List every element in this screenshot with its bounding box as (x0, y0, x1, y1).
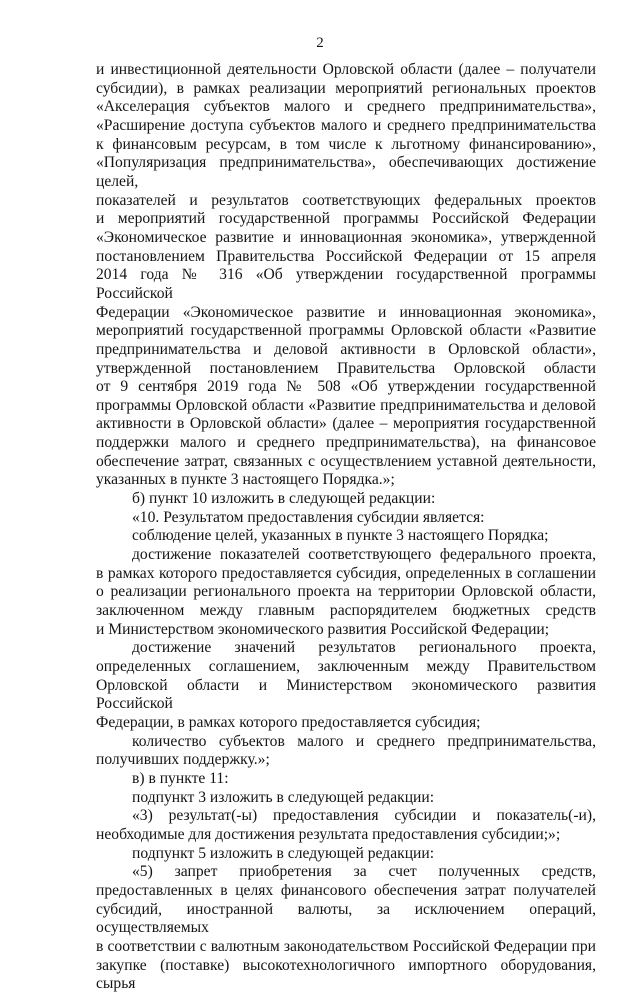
text-line: получивших поддержку.»; (96, 751, 270, 769)
paragraph (96, 789, 596, 808)
text-line: в рамках которого предоставляется субсидия, определенных в соглашении (96, 564, 596, 582)
text-line: б) пункт 10 изложить в следующей редакции: (132, 490, 436, 508)
text-line: в соответствии с валютным законодательством Российской Федерации при (96, 937, 596, 955)
paragraph (96, 863, 596, 994)
text-line: подпункт 3 изложить в следующей редакции: (132, 788, 435, 806)
text-line: достижение значений результатов регионального проекта, (132, 639, 596, 657)
text-line: «Экономическое развитие и инновационная экономика», утвержденной (96, 228, 596, 246)
paragraph (96, 546, 596, 639)
text-line: заключенном между главным распорядителем бюджетных средств (96, 602, 596, 620)
text-line: предпринимательства и деловой активности в Орловской области», (96, 340, 596, 358)
text-line: «3) результат(-ы) предоставления субсидии и показатель(-и), (132, 807, 596, 825)
text-line: необходимые для достижения результата предоставления субсидии;»; (96, 825, 561, 843)
text-line: указанных в пункте 3 настоящего Порядка.»; (96, 471, 395, 489)
text-line: от 9 сентября 2019 года № 508 «Об утверждении государственной (96, 378, 596, 396)
text-line: Федерации «Экономическое развитие и инновационная экономика», (96, 303, 596, 321)
document-body (96, 61, 596, 994)
paragraph (96, 845, 596, 864)
text-line: «Акселерация субъектов малого и среднего предпринимательства», (96, 98, 596, 116)
text-line: постановлением Правительства Российской Федерации от 15 апреля (96, 247, 596, 265)
text-line: поддержки малого и среднего предпринимательства), на финансовое (96, 434, 596, 452)
text-line: «10. Результатом предоставления субсидии является: (132, 508, 485, 526)
text-line: подпункт 5 изложить в следующей редакции: (132, 844, 435, 862)
text-line: Федерации, в рамках которого предоставляется субсидия; (96, 713, 481, 731)
text-line: программы Орловской области «Развитие предпринимательства и деловой (96, 396, 596, 414)
text-line: утвержденной постановлением Правительства Орловской области (96, 359, 596, 377)
text-line: мероприятий государственной программы Орловской области «Развитие (96, 322, 596, 340)
text-line: и Министерством экономического развития Российской Федерации; (96, 620, 550, 638)
text-line: о реализации регионального проекта на территории Орловской области, (96, 583, 596, 601)
paragraph (96, 527, 596, 546)
paragraph (96, 770, 596, 789)
text-line: в) в пункте 11: (132, 769, 229, 787)
text-line: Орловской области и Министерством экономического развития Российской (96, 676, 596, 713)
text-line: субсидии), в рамках реализации мероприятий региональных проектов (96, 79, 596, 97)
text-line: количество субъектов малого и среднего предпринимательства, (132, 732, 596, 750)
text-line: «Популяризация предпринимательства», обеспечивающих достижение целей, (96, 154, 596, 190)
text-line: субсидий, иностранной валюты, за исключением операций, осуществляемых (96, 900, 596, 937)
text-line: определенных соглашением, заключенным между Правительством (96, 658, 596, 675)
text-line: и инвестиционной деятельности Орловской области (далее – получатели (96, 61, 596, 78)
text-line: к финансовым ресурсам, в том числе к льготному финансированию», (96, 135, 596, 153)
text-line: соблюдение целей, указанных в пункте 3 настоящего Порядка; (132, 527, 549, 545)
text-line: 2014 года № 316 «Об утверждении государственной программы Российской (96, 266, 596, 302)
paragraph (96, 639, 596, 732)
text-line: и мероприятий государственной программы Российской Федерации (96, 210, 596, 228)
paragraph (96, 807, 596, 844)
text-line: активности в Орловской области» (далее – мероприятия государственной (96, 415, 596, 433)
text-line: предоставленных в целях финансового обеспечения затрат получателей (96, 881, 596, 899)
text-line: достижение показателей соответствующего федерального проекта, (132, 546, 596, 564)
paragraph (96, 61, 596, 490)
text-line: показателей и результатов соответствующих федеральных проектов (96, 191, 596, 209)
text-line: закупке (поставке) высокотехнологичного импортного оборудования, сырья (96, 956, 596, 993)
text-line: «Расширение доступа субъектов малого и среднего предпринимательства (96, 116, 596, 134)
text-line: «5) запрет приобретения за счет полученных средств, (132, 863, 596, 881)
paragraph (96, 733, 596, 770)
paragraph (96, 490, 596, 509)
page-number: 2 (316, 35, 324, 51)
text-line: обеспечение затрат, связанных с осуществлением уставной деятельности, (96, 452, 596, 470)
paragraph (96, 509, 596, 528)
